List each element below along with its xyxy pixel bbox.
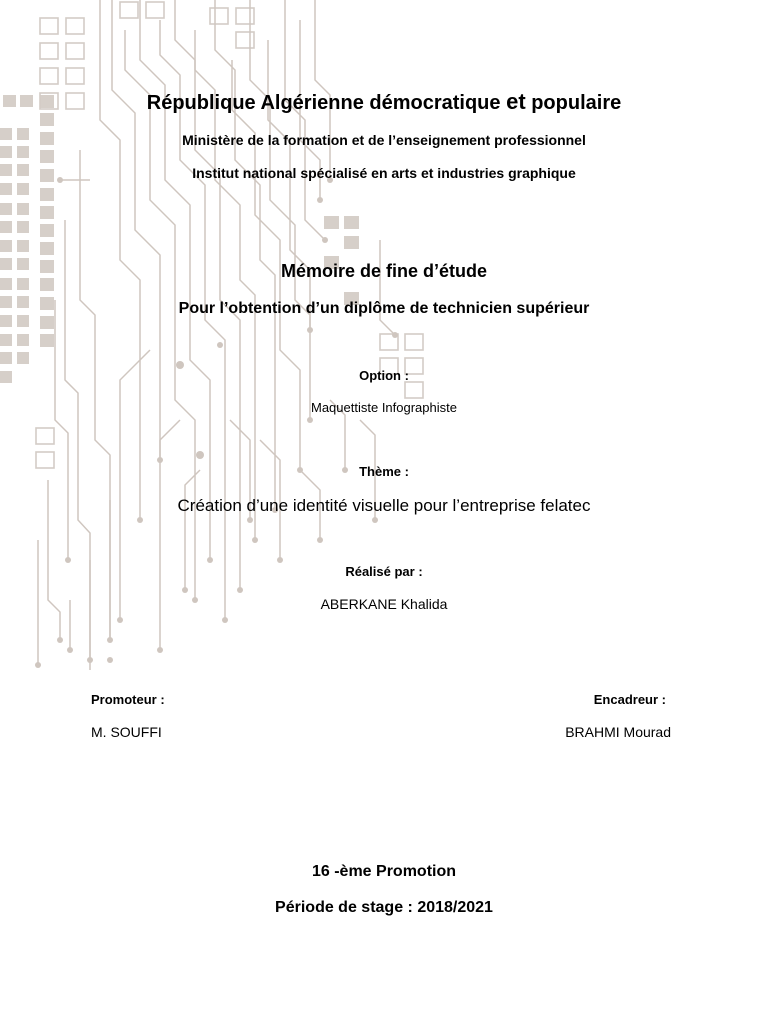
theme-value: Création d’une identité visuelle pour l’entreprise felatec <box>177 496 591 515</box>
republic-heading <box>0 89 768 115</box>
theme-label: Thème : <box>359 464 409 479</box>
realise-value: ABERKANE Khalida <box>320 596 448 612</box>
institute-line: Institut national spécialisé en arts et industries graphique <box>192 165 576 181</box>
encadreur-value: BRAHMI Mourad <box>565 724 671 740</box>
republic-heading-main: République Algérienne démocratique <box>146 92 501 114</box>
memoire-title: Mémoire de fine d’étude <box>280 261 488 281</box>
stage-period-line: Période de stage : 2018/2021 <box>275 899 493 916</box>
option-label: Option : <box>359 368 409 383</box>
outline-squares <box>36 2 423 468</box>
realise-label: Réalisé par : <box>345 564 423 579</box>
obtention-subtitle: Pour l’obtention d’un diplôme de technicien supérieur <box>178 300 590 317</box>
ministry-line: Ministère de la formation et de l’enseignement professionnel <box>182 132 586 148</box>
republic-heading-end: populaire <box>531 92 622 114</box>
option-value: Maquettiste Infographiste <box>311 400 457 415</box>
promoteur-value: M. SOUFFI <box>91 724 162 740</box>
promotion-line: 16 -ème Promotion <box>311 863 457 880</box>
encadreur-label: Encadreur : <box>593 692 666 707</box>
promoteur-label: Promoteur : <box>91 692 165 707</box>
republic-heading-et: et <box>506 89 526 114</box>
